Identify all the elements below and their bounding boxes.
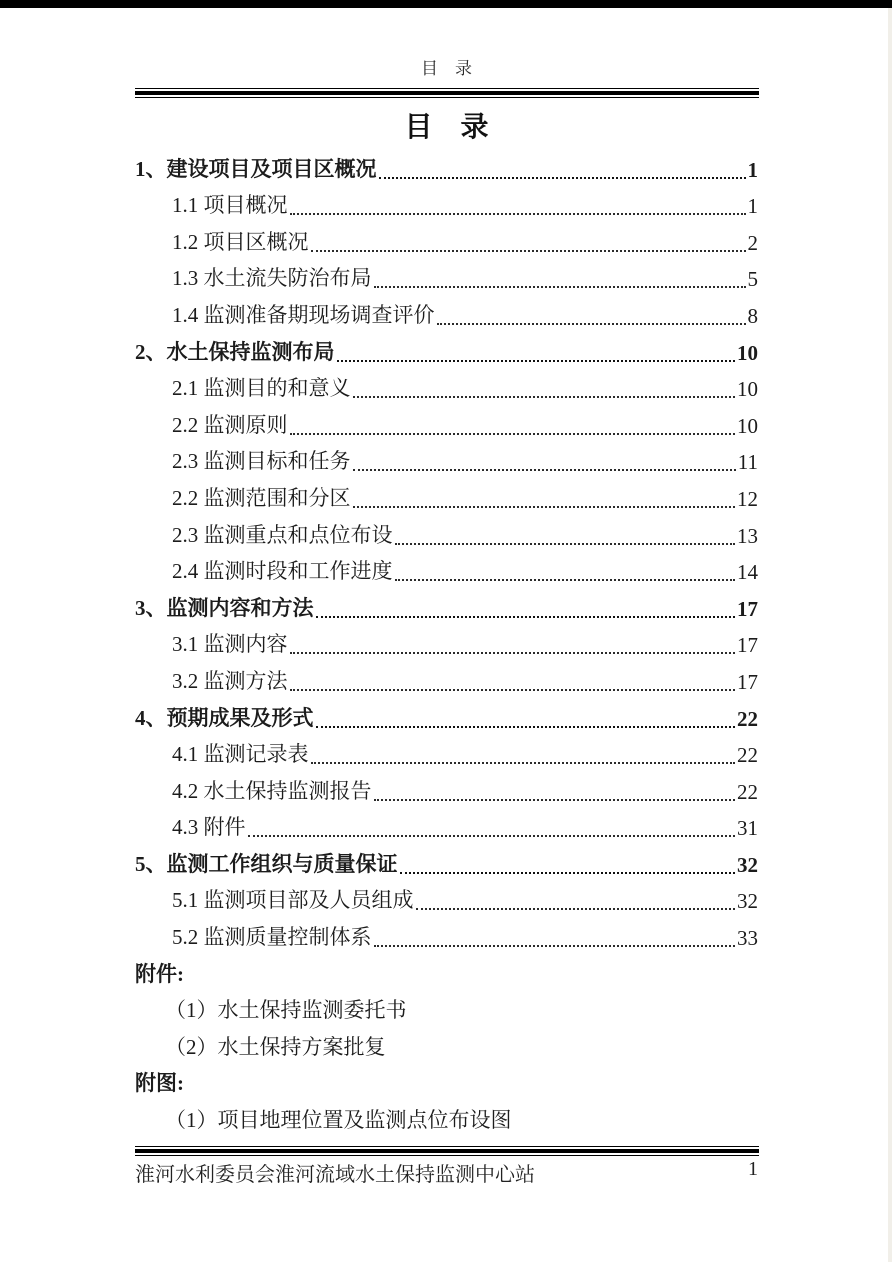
toc-entry-page: 10 (737, 340, 758, 365)
toc-entry-page: 17 (737, 596, 758, 621)
toc-entry[interactable] (135, 224, 758, 261)
running-header-title: 目 录 (421, 59, 472, 78)
toc-entry-page: 11 (737, 450, 758, 475)
toc-entry-label: 4.3 附件 (172, 815, 246, 840)
appendix-heading (135, 956, 758, 993)
toc-leader-dots (316, 616, 736, 618)
toc-entry-page: 10 (737, 377, 758, 402)
toc-entry[interactable] (135, 883, 758, 920)
footer-org-name: 淮河水利委员会淮河流域水土保持监测中心站 (135, 1164, 535, 1186)
page-footer (135, 1158, 758, 1187)
toc-entry-page: 22 (737, 779, 758, 804)
footer-divider (135, 1146, 759, 1156)
toc-entry-label: 1.1 项目概况 (172, 193, 288, 218)
figures-heading-label: 附图: (135, 1071, 184, 1096)
toc-entry-page: 1 (747, 157, 758, 182)
toc-entry-page: 14 (737, 560, 758, 585)
toc-entry-label: 2.1 监测目的和意义 (172, 376, 351, 401)
toc-entry-page: 8 (747, 303, 758, 328)
toc-leader-dots (437, 323, 746, 325)
toc-entry-label: 2.3 监测重点和点位布设 (172, 522, 393, 547)
toc-leader-dots (248, 835, 736, 837)
toc-entry-page: 22 (737, 706, 758, 731)
toc-entry-page: 12 (737, 486, 758, 511)
toc-entry-label: 3.2 监测方法 (172, 668, 288, 693)
toc-leader-dots (400, 872, 736, 874)
toc-entry[interactable] (135, 407, 758, 444)
toc-leader-dots (290, 433, 736, 435)
toc-entry-label: 1、建设项目及项目区概况 (135, 156, 377, 181)
toc-entry-page: 17 (737, 669, 758, 694)
appendix-heading-label: 附件: (135, 961, 184, 986)
toc-entry[interactable] (135, 151, 758, 188)
toc-entry-label: 2.2 监测原则 (172, 412, 288, 437)
toc-leader-dots (337, 360, 736, 362)
toc-entry-page: 13 (737, 523, 758, 548)
toc-entry[interactable] (135, 444, 758, 481)
toc-leader-dots (290, 689, 736, 691)
toc-entry[interactable] (135, 297, 758, 334)
toc-entry[interactable] (135, 773, 758, 810)
page-right-edge (888, 8, 892, 1262)
toc-entry-page: 22 (737, 743, 758, 768)
appendix-item-label: （1）水土保持监测委托书 (165, 998, 407, 1023)
toc-entry-label: 3、监测内容和方法 (135, 595, 314, 620)
toc-entry-label: 5.2 监测质量控制体系 (172, 925, 372, 950)
toc-entry-page: 17 (737, 633, 758, 658)
toc-entry-label: 3.1 监测内容 (172, 632, 288, 657)
toc-entry[interactable] (135, 663, 758, 700)
toc-entry-label: 2.3 监测目标和任务 (172, 449, 351, 474)
toc-entry[interactable] (135, 480, 758, 517)
figures-heading (135, 1066, 758, 1103)
toc-entry-label: 1.4 监测准备期现场调查评价 (172, 302, 435, 327)
toc-leader-dots (395, 543, 736, 545)
toc-entry[interactable] (135, 188, 758, 225)
toc-entry[interactable] (135, 846, 758, 883)
toc-entry[interactable] (135, 554, 758, 591)
toc-entry-page: 10 (737, 413, 758, 438)
toc-entry-label: 2.4 监测时段和工作进度 (172, 559, 393, 584)
toc-entry-page: 1 (747, 194, 758, 219)
footer-page-number: 1 (748, 1158, 758, 1180)
toc-entry[interactable] (135, 334, 758, 371)
table-of-contents (135, 151, 758, 1139)
toc-entry-label: 4、预期成果及形式 (135, 705, 314, 730)
toc-leader-dots (395, 579, 736, 581)
toc-entry-label: 1.2 项目区概况 (172, 229, 309, 254)
toc-entry-label: 5、监测工作组织与质量保证 (135, 851, 398, 876)
toc-leader-dots (353, 396, 736, 398)
toc-entry-page: 33 (737, 926, 758, 951)
toc-entry[interactable] (135, 590, 758, 627)
toc-entry-label: 4.2 水土保持监测报告 (172, 778, 372, 803)
figure-item[interactable] (135, 1102, 758, 1139)
toc-leader-dots (316, 726, 736, 728)
toc-entry-label: 1.3 水土流失防治布局 (172, 266, 372, 291)
toc-entry-page: 2 (747, 230, 758, 255)
toc-entry[interactable] (135, 810, 758, 847)
toc-entry[interactable] (135, 371, 758, 408)
toc-entry[interactable] (135, 261, 758, 298)
appendix-item[interactable] (135, 1029, 758, 1066)
toc-leader-dots (290, 213, 746, 215)
toc-entry[interactable] (135, 627, 758, 664)
toc-leader-dots (353, 506, 736, 508)
appendix-item[interactable] (135, 993, 758, 1030)
toc-entry-label: 2.2 监测范围和分区 (172, 485, 351, 510)
page-top-edge (0, 0, 892, 8)
toc-leader-dots (290, 652, 736, 654)
toc-entry[interactable] (135, 517, 758, 554)
toc-leader-dots (311, 762, 736, 764)
toc-entry-page: 32 (737, 889, 758, 914)
page-title: 目 录 (404, 112, 489, 143)
toc-entry-page: 31 (737, 816, 758, 841)
toc-entry[interactable] (135, 737, 758, 774)
toc-leader-dots (416, 908, 736, 910)
toc-entry-page: 32 (737, 852, 758, 877)
toc-leader-dots (374, 799, 736, 801)
toc-leader-dots (379, 177, 746, 179)
toc-entry[interactable] (135, 919, 758, 956)
toc-entry-label: 4.1 监测记录表 (172, 742, 309, 767)
toc-entry-label: 5.1 监测项目部及人员组成 (172, 888, 414, 913)
toc-entry[interactable] (135, 700, 758, 737)
toc-leader-dots (311, 250, 746, 252)
toc-entry-page: 5 (747, 267, 758, 292)
toc-leader-dots (374, 286, 746, 288)
toc-entry-label: 2、水土保持监测布局 (135, 339, 335, 364)
toc-leader-dots (374, 945, 736, 947)
toc-leader-dots (353, 469, 736, 471)
appendix-item-label: （2）水土保持方案批复 (165, 1034, 386, 1059)
header-divider (135, 88, 759, 98)
figure-item-label: （1）项目地理位置及监测点位布设图 (165, 1108, 512, 1133)
